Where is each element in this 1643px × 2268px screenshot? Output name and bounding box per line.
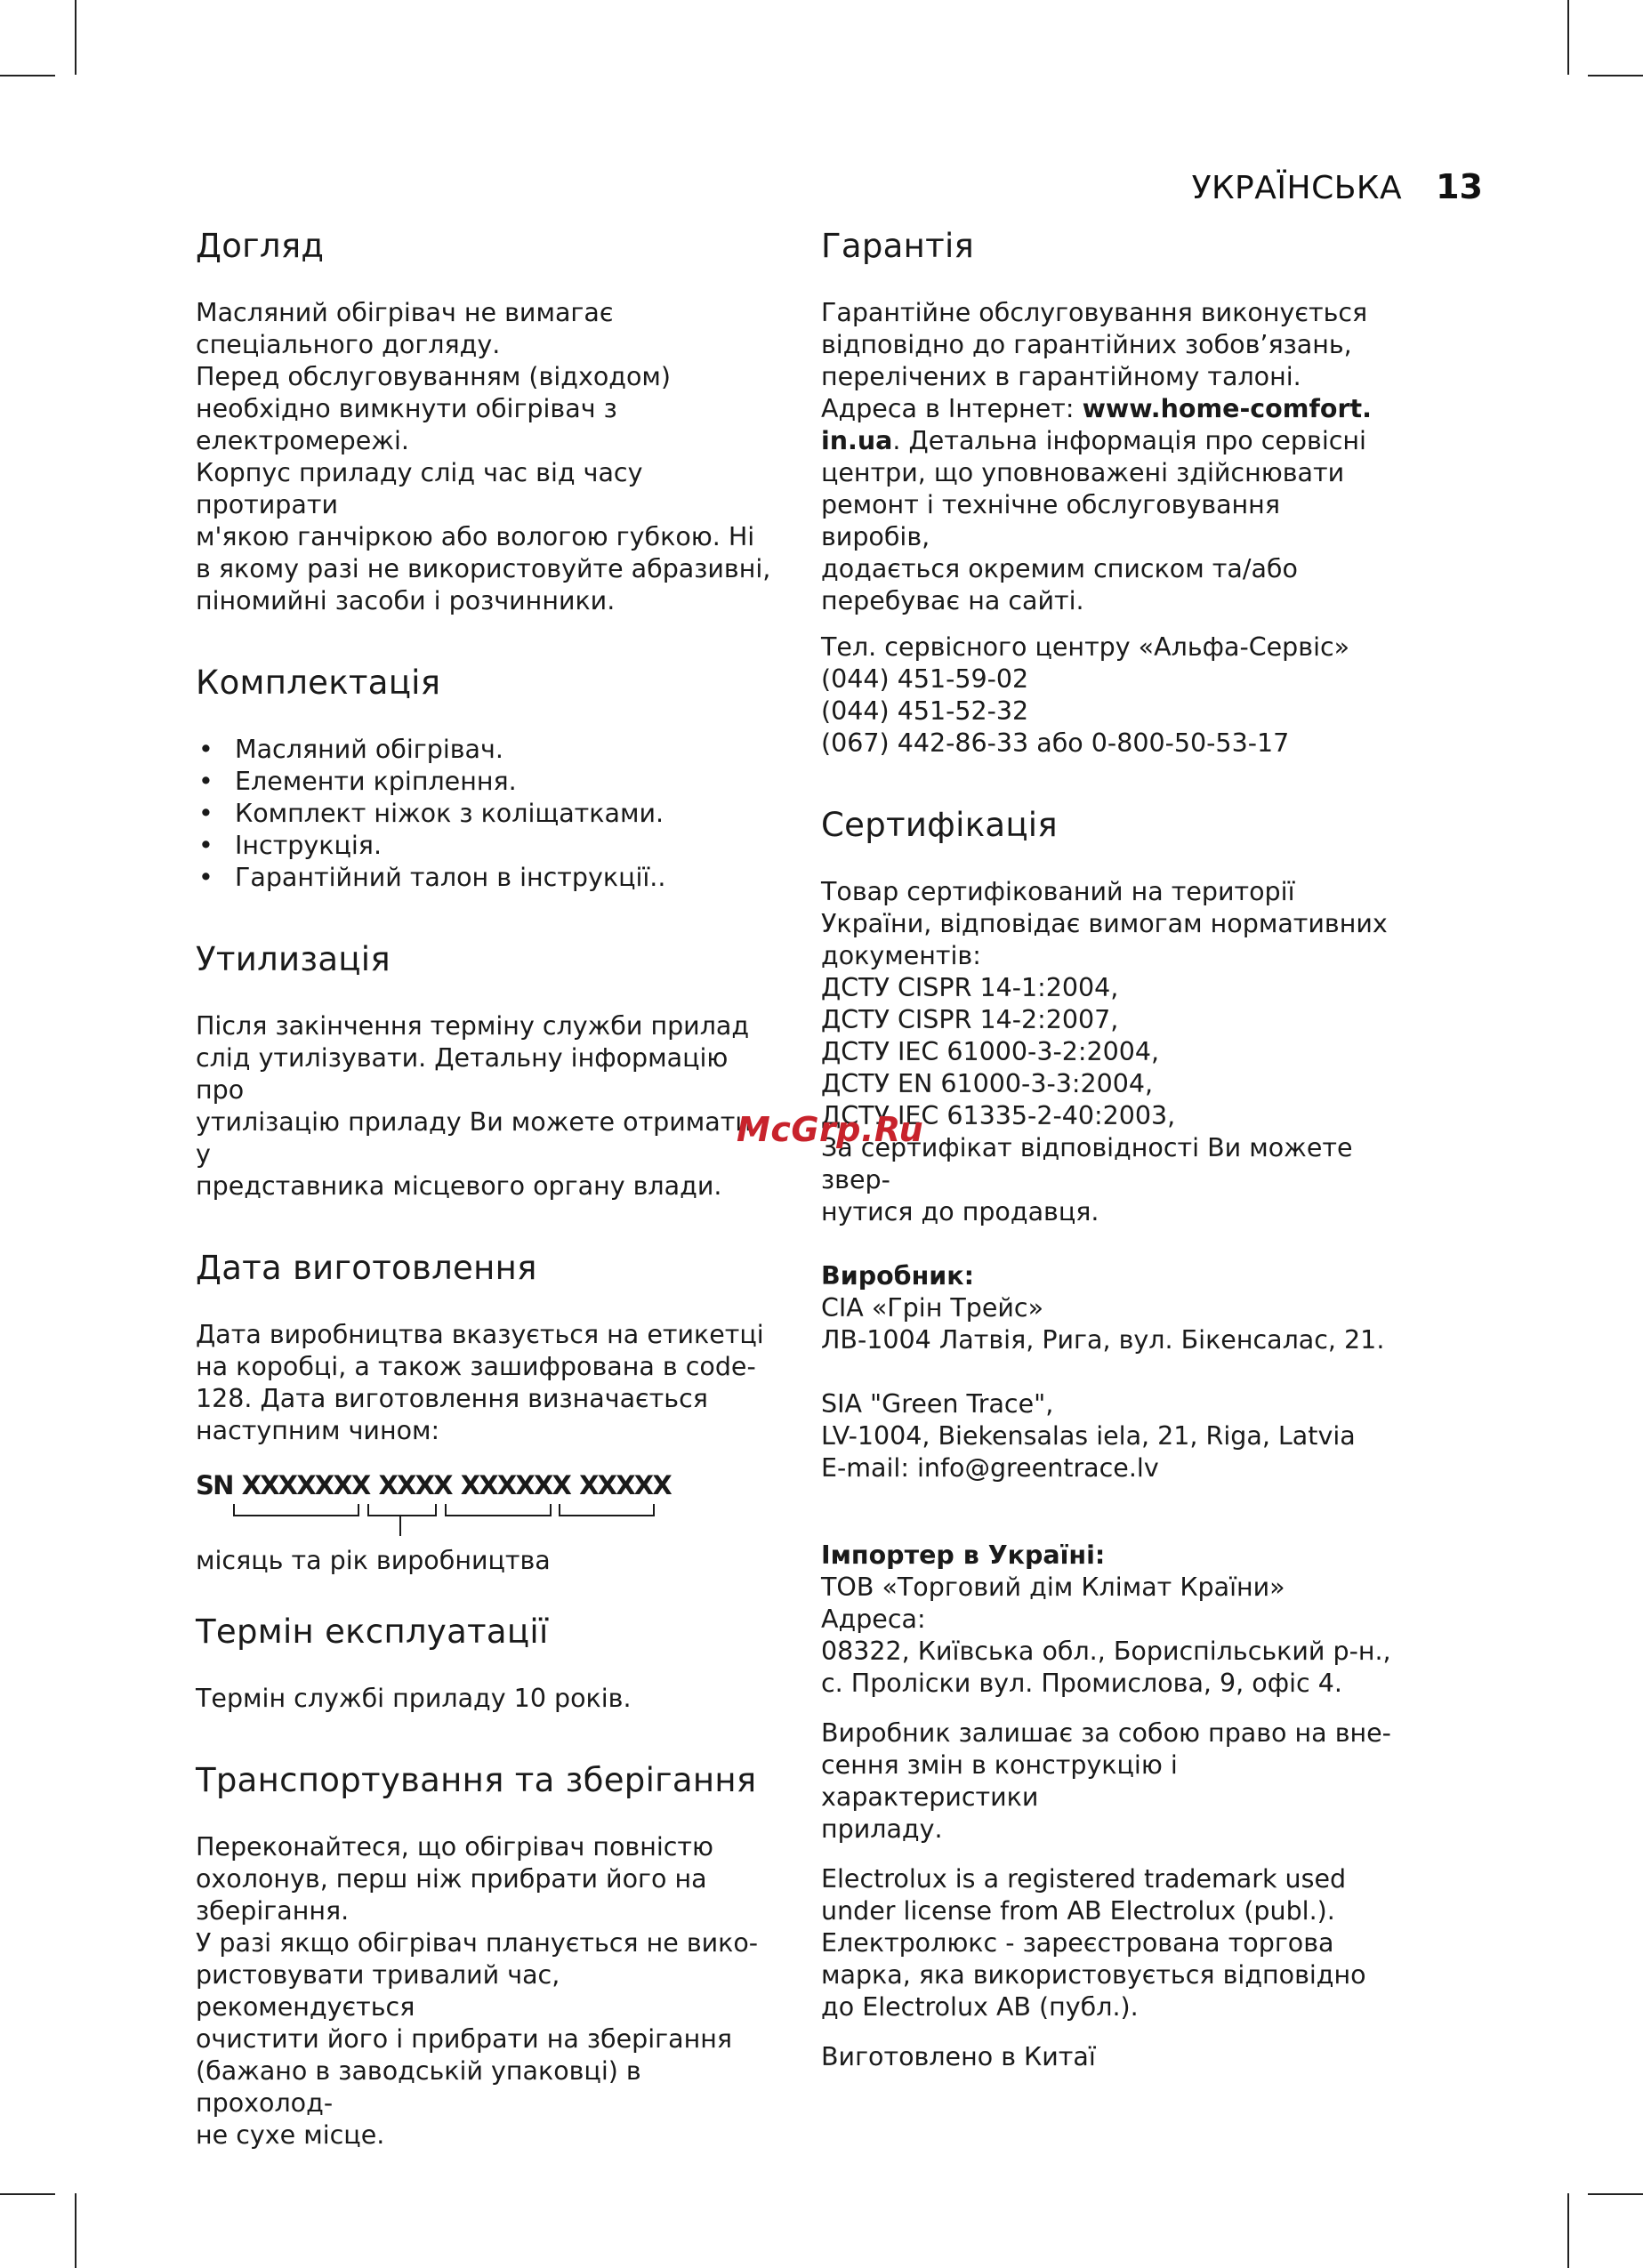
text-line: утилізацію приладу Ви можете отримати у <box>196 1107 752 1169</box>
text-line <box>821 425 1395 457</box>
crop-mark <box>1588 75 1643 76</box>
text-line: марка, яка використовується відповідно <box>821 1960 1366 1990</box>
spacer <box>821 1356 1395 1388</box>
transport-section <box>196 1761 774 2151</box>
cert-section <box>821 806 1395 1228</box>
section-title: Транспортування та зберігання <box>196 1761 757 1799</box>
crop-mark <box>1567 2193 1569 2268</box>
list-item: • Гарантійний талон в інструкції.. <box>196 862 774 894</box>
text-line: SIA "Green Trace", <box>821 1389 1054 1419</box>
text-line: України, відповідає вимогам нормативних <box>821 909 1388 938</box>
text-line: ДСТУ CISPR 14-2:2007, <box>821 1005 1119 1034</box>
section-title: Сертифікація <box>821 806 1058 844</box>
text-line: охолонув, перш ніж прибрати його на <box>196 1864 707 1894</box>
crop-mark <box>1588 2193 1643 2195</box>
section-title: Комплектація <box>196 664 441 702</box>
phone-number: (067) 442-86-33 або 0-800-50-53-17 <box>821 728 1290 758</box>
bracket <box>559 1504 655 1516</box>
date-section <box>196 1249 774 1577</box>
serial-group: XXXX <box>378 1470 452 1500</box>
manufacturer-block <box>821 1260 1395 1484</box>
website-link[interactable]: www.home-comfort. <box>1082 394 1372 423</box>
website-link[interactable]: in.ua <box>821 426 893 455</box>
text-line: 128. Дата виготовлення визначається <box>196 1384 708 1413</box>
text-line: Корпус приладу слід час від часу протирати <box>196 458 643 519</box>
text-line: сення змін в конструкцію і характеристики <box>821 1750 1178 1812</box>
crop-mark <box>0 2193 55 2195</box>
text-line: У разі якщо обігрівач планується не вико- <box>196 1928 759 1958</box>
bracket <box>233 1504 359 1516</box>
bracket <box>367 1504 437 1516</box>
rights-block <box>821 1717 1395 1846</box>
text-line: необхідно вимкнути обігрівач з <box>196 394 617 423</box>
text-line: очистити його і прибрати на зберігання <box>196 2024 733 2054</box>
text-line: в якому разі не використовуйте абразивні, <box>196 554 771 583</box>
text-fragment: . Детальна інформація про сервісні <box>892 426 1366 455</box>
manufacturer-label: Виробник: <box>821 1261 974 1291</box>
kit-list <box>196 734 774 894</box>
serial-group: XXXXXX <box>460 1470 571 1500</box>
text-line: ремонт і технічне обслуговування виробів, <box>821 490 1280 551</box>
list-item: • Комплект ніжок з коліщатками. <box>196 798 774 830</box>
crop-mark <box>75 0 77 75</box>
phone-number: (044) 451-52-32 <box>821 696 1029 726</box>
section-title: Утилизація <box>196 940 391 978</box>
text-line: ДСТУ CISPR 14-1:2004, <box>821 973 1119 1002</box>
text-line: Тел. сервісного центру «Альфа-Сервіс» <box>821 632 1350 662</box>
bracket-pointer <box>399 1515 401 1536</box>
warranty-text <box>821 297 1395 617</box>
serial-group: XXXXX <box>579 1470 671 1500</box>
crop-mark <box>1567 0 1569 75</box>
text-line: не сухе місце. <box>196 2120 385 2150</box>
text-line: ТОВ «Торговий дім Клімат Країни» Адреса: <box>821 1572 1285 1634</box>
phone-number: (044) 451-59-02 <box>821 664 1029 694</box>
text-line <box>821 393 1395 425</box>
text-line: нутися до продавця. <box>821 1197 1099 1226</box>
text-line: Дата виробництва вказується на етикетці <box>196 1320 764 1349</box>
care-section <box>196 227 774 617</box>
text-line: с. Проліски вул. Промислова, 9, офіс 4. <box>821 1669 1342 1698</box>
serial-group: XXXXXXX <box>241 1470 370 1500</box>
text-line: under license from AB Electrolux (publ.). <box>821 1896 1335 1926</box>
text-line: на коробці, а також зашифрована в code- <box>196 1352 756 1381</box>
kit-section <box>196 664 774 894</box>
text-line: Electrolux is a registered trademark used <box>821 1864 1347 1894</box>
text-line: Масляний обігрівач не вимагає <box>196 298 614 327</box>
crop-mark <box>0 75 55 76</box>
section-title: Термін експлуатації <box>196 1613 549 1651</box>
text-line: Переконайтеся, що обігрівач повністю <box>196 1832 714 1862</box>
text-line: слід утилізувати. Детальну інформацію про <box>196 1043 729 1105</box>
text-line: ДСТУ IEC 61000-3-2:2004, <box>821 1037 1160 1066</box>
left-column <box>196 227 774 2198</box>
page-header <box>1192 167 1483 206</box>
email-line: E-mail: info@greentrace.lv <box>821 1453 1159 1483</box>
importer-label: Імпортер в Україні: <box>821 1540 1106 1570</box>
text-line: перелічених в гарантійному талоні. <box>821 362 1301 391</box>
service-phones <box>821 631 1395 760</box>
text-line: електромережі. <box>196 426 409 455</box>
crop-mark <box>75 2193 77 2268</box>
text-line: приладу. <box>821 1814 943 1844</box>
text-line: Товар сертифікований на території <box>821 877 1295 906</box>
text-line: спеціального догляду. <box>196 330 501 359</box>
text-line: Після закінчення терміну служби прилад <box>196 1011 750 1041</box>
internet-prefix: Адреса в Інтернет: <box>821 394 1083 423</box>
text-line: центри, що уповноважені здійснювати <box>821 458 1345 487</box>
text-line: наступним чином: <box>196 1416 440 1445</box>
section-title: Гарантія <box>821 227 975 265</box>
text-line: піномийні засоби і розчинники. <box>196 586 616 615</box>
text-line: ДСТУ IEC 61335-2-40:2003, <box>821 1101 1176 1130</box>
serial-caption: місяць та рік виробництва <box>196 1546 551 1575</box>
warranty-section <box>821 227 1395 760</box>
text-line: Перед обслуговуванням (відходом) <box>196 362 672 391</box>
language-label: УКРАЇНСЬКА <box>1191 170 1403 206</box>
text-line: до Electrolux AB (публ.). <box>821 1992 1139 2022</box>
serial-prefix: SN <box>196 1470 233 1500</box>
text-line: Електролюкс - зареєстрована торгова <box>821 1928 1334 1958</box>
disposal-section <box>196 940 774 1202</box>
list-item: • Масляний обігрівач. <box>196 734 774 766</box>
text-line: перебуває на сайті. <box>821 586 1084 615</box>
text-line: додається окремим списком та/або <box>821 554 1298 583</box>
page-number: 13 <box>1436 167 1483 206</box>
text-line: Гарантійне обслуговування виконується <box>821 298 1368 327</box>
serial-brackets <box>196 1502 774 1545</box>
section-title: Дата виготовлення <box>196 1249 537 1287</box>
list-item: • Елементи кріплення. <box>196 766 774 798</box>
importer-block <box>821 1540 1395 1700</box>
trademark-block <box>821 1863 1395 2023</box>
care-text <box>196 297 774 617</box>
list-item: • Інструкція. <box>196 830 774 862</box>
text-line: відповідно до гарантійних зобов’язань, <box>821 330 1352 359</box>
text-line: За сертифікат відповідності Ви можете звер- <box>821 1133 1353 1194</box>
text-line: документів: <box>821 941 981 970</box>
text-line: (бажано в заводській упаковці) в прохолод- <box>196 2056 641 2118</box>
text-line: СІА «Грін Трейс» <box>821 1293 1044 1323</box>
text-line: Виробник залишає за собою право на вне- <box>821 1718 1391 1748</box>
text-line: ДСТУ EN 61000-3-3:2004, <box>821 1069 1154 1098</box>
life-section <box>196 1613 774 1715</box>
bracket <box>445 1504 552 1516</box>
watermark: McGrp.Ru <box>737 1110 924 1149</box>
text-line: м'якою ганчіркою або вологою губкою. Ні <box>196 522 755 551</box>
text-line: LV-1004, Biekensalas iela, 21, Riga, Latvia <box>821 1421 1356 1451</box>
origin-line: Виготовлено в Китаї <box>821 2042 1096 2071</box>
text-line: Термін службі приладу 10 років. <box>196 1684 632 1713</box>
text-line: зберігання. <box>196 1896 350 1926</box>
text-line: ЛВ-1004 Латвія, Рига, вул. Бікенсалас, 21. <box>821 1325 1385 1355</box>
serial-number-format <box>196 1470 774 1500</box>
text-line: ристовувати тривалий час, рекомендується <box>196 1960 560 2022</box>
right-column <box>821 227 1395 2073</box>
text-line: 08322, Київська обл., Бориспільський р-н., <box>821 1637 1391 1666</box>
text-line: представника місцевого органу влади. <box>196 1171 722 1201</box>
section-title: Догляд <box>196 227 325 265</box>
